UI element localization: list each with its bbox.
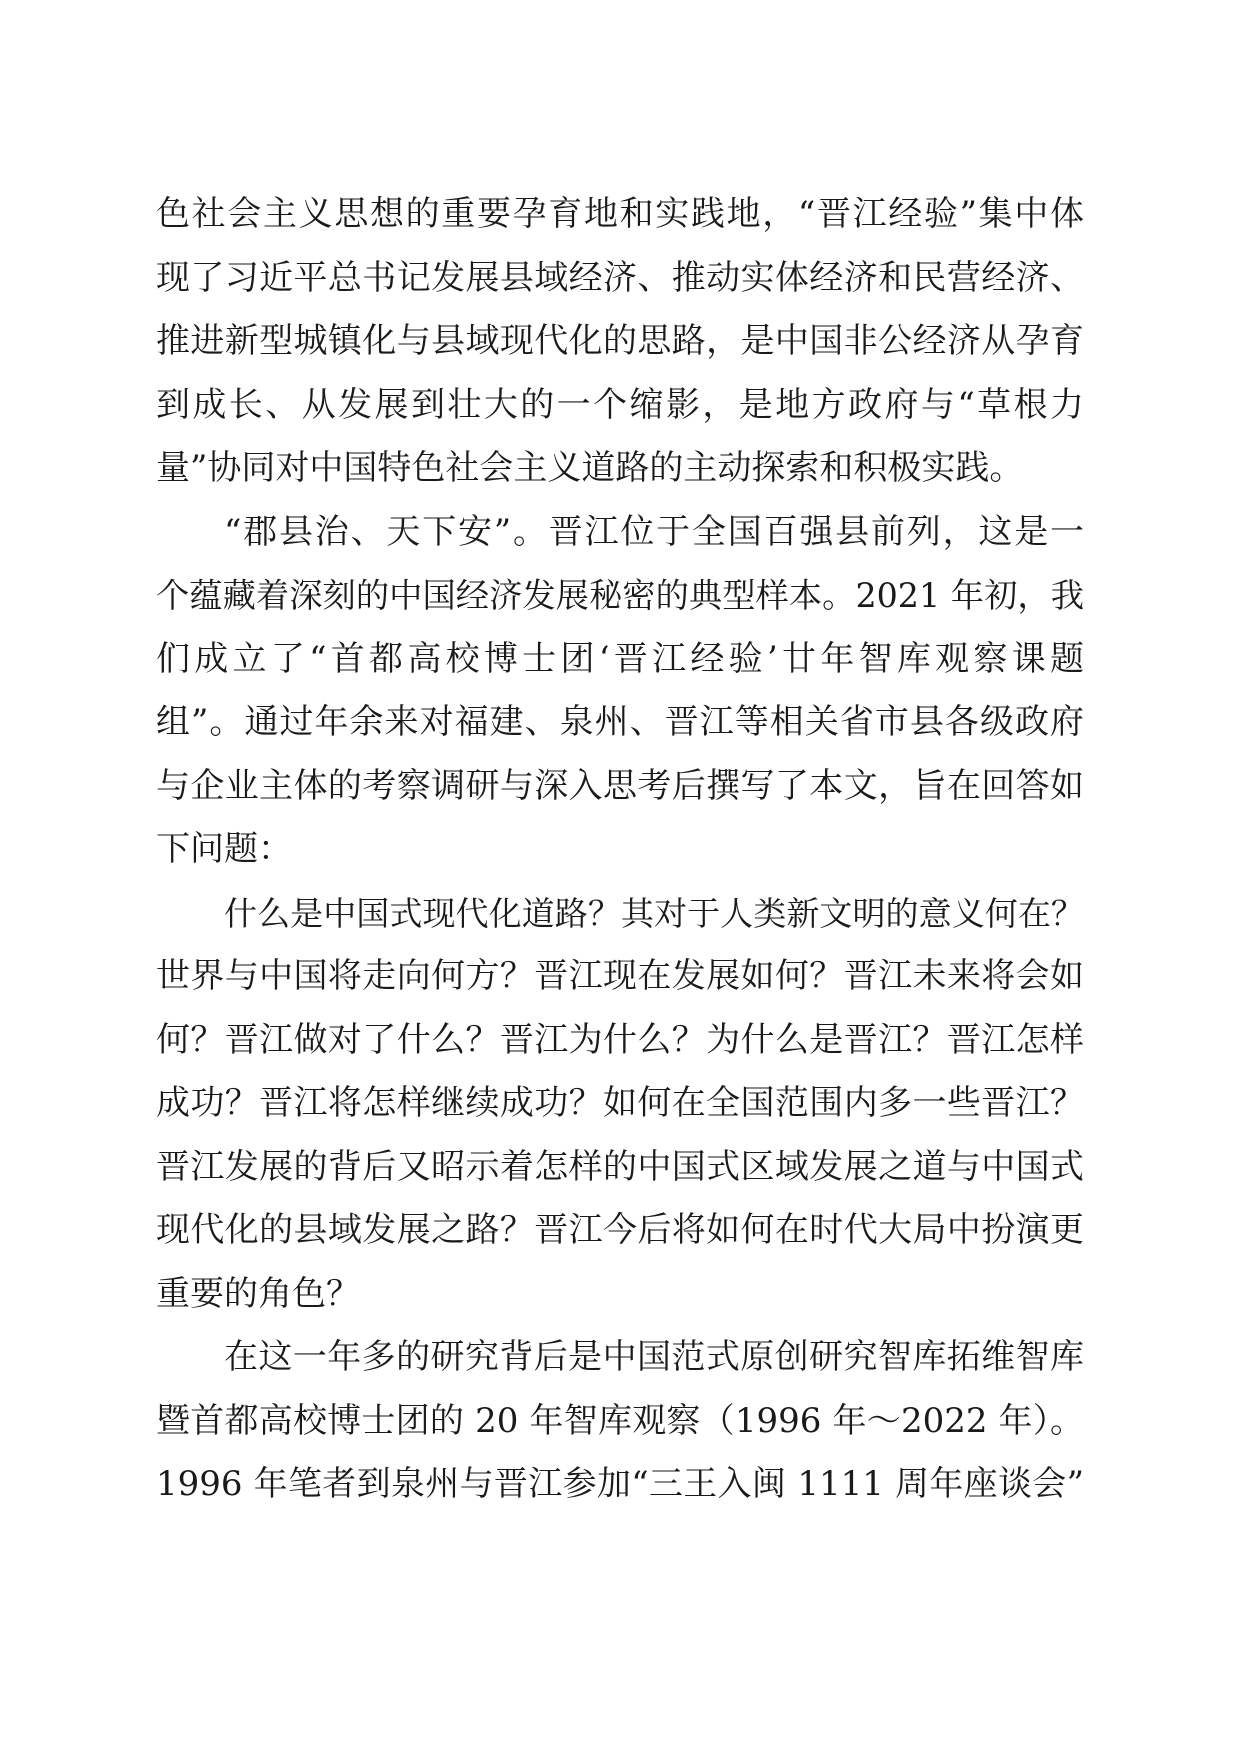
text-line: 与企业主体的考察调研与深入思考后撰写了本文，旨在回答如 [156, 765, 1084, 806]
text-line: 在这一年多的研究背后是中国范式原创研究智库拓维智库 [224, 1337, 1084, 1377]
paragraph-4 [156, 1326, 1084, 1517]
text-line: 重要的角色？ [156, 1273, 360, 1314]
text-line: 下问题： [156, 829, 292, 869]
body-text [156, 183, 1084, 1517]
text-line: 们成立了“首都高校博士团‘晋江经验’廿年智库观察课题 [156, 638, 1084, 679]
text-line: 1996 年笔者到泉州与晋江参加“三王入闽 1111 周年座谈会” [156, 1464, 1084, 1504]
text-line: 量”协同对中国特色社会主义道路的主动探索和积极实践。 [156, 448, 1024, 488]
text-line: 暨首都高校博士团的 20 年智库观察（1996 年～2022 年）。 [156, 1400, 1084, 1441]
text-line: 个蕴藏着深刻的中国经济发展秘密的典型样本。2021 年初，我 [156, 576, 1084, 615]
text-line: 什么是中国式现代化道路？其对于人类新文明的意义何在？ [224, 893, 1084, 933]
paragraph-2 [156, 501, 1084, 882]
text-line: 何？晋江做对了什么？晋江为什么？为什么是晋江？晋江怎样 [156, 1019, 1084, 1060]
text-line: 组”。通过年余来对福建、泉州、晋江等相关省市县各级政府 [156, 702, 1084, 742]
text-line: 现代化的县域发展之路？晋江今后将如何在时代大局中扮演更 [156, 1210, 1084, 1250]
text-line: 世界与中国将走向何方？晋江现在发展如何？晋江未来将会如 [156, 956, 1084, 996]
text-line: 色社会主义思想的重要孕育地和实践地，“晋江经验”集中体 [156, 194, 1084, 234]
paragraph-3 [156, 882, 1084, 1327]
paragraph-1 [156, 183, 1084, 501]
text-line: “郡县治、天下安”。晋江位于全国百强县前列，这是一 [224, 511, 1084, 552]
text-line: 到成长、从发展到壮大的一个缩影，是地方政府与“草根力 [156, 384, 1084, 425]
text-line: 现了习近平总书记发展县域经济、推动实体经济和民营经济、 [156, 257, 1084, 298]
text-line: 成功？晋江将怎样继续成功？如何在全国范围内多一些晋江？ [156, 1083, 1084, 1123]
text-line: 晋江发展的背后又昭示着怎样的中国式区域发展之道与中国式 [156, 1146, 1084, 1187]
text-line: 推进新型城镇化与县域现代化的思路，是中国非公经济从孕育 [156, 321, 1084, 361]
